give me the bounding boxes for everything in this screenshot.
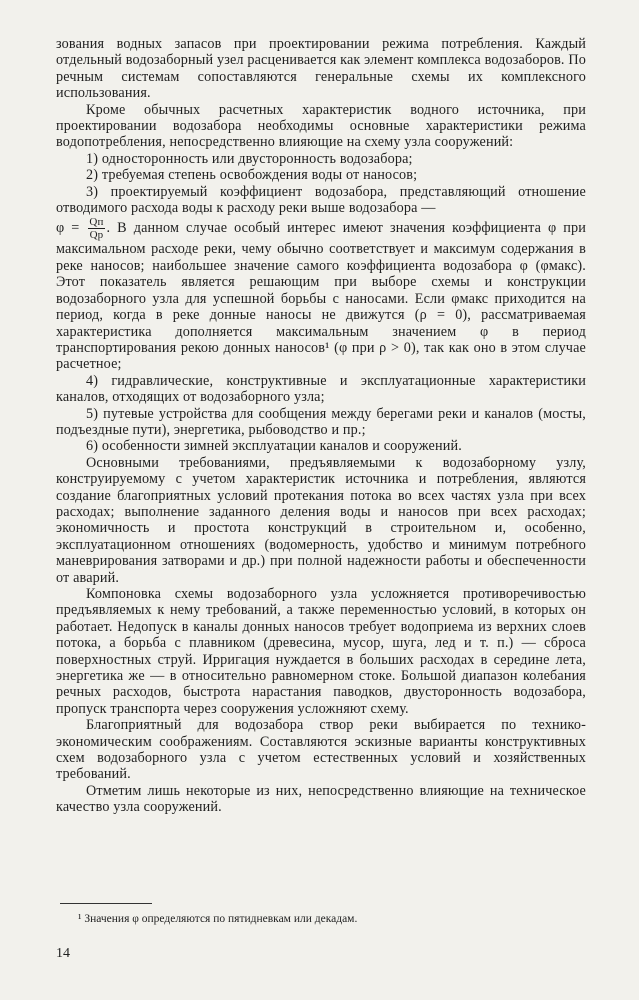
formula-numerator: Qп [89, 216, 104, 229]
footnote: ¹ Значения φ определяются по пятидневкам или декадам. [78, 913, 358, 925]
list-item-4: 4) гидравлические, конструктивные и эксплуатационные характеристики каналов, отходящих от водозаборного узла; [56, 372, 586, 406]
list-item-3: 3) проектируемый коэффициент водозабора, представляющий отношение отводимого расхода воды к расходу реки выше водозабора — [56, 183, 586, 217]
page-number: 14 [56, 946, 70, 961]
list-item-2: 2) требуемая степень освобождения воды от наносов; [86, 167, 418, 184]
list-item-6: 6) особенности зимней эксплуатации каналов и сооружений. [86, 438, 462, 455]
formula-fraction [88, 216, 104, 241]
list-item-5: 5) путевые устройства для сообщения между берегами реки и каналов (мосты, подъездные пути), энергетика, рыбоводство и пр.; [56, 405, 586, 438]
coefficient-paragraph: В данном случае особый интерес имеют значения коэффициента φ при максимальном расходе реки, чему обычно соответствует и максимум содержания в реке наносов; наибольшее значение самого коэффициента водозабора φ (φмакс). Этот показатель является решающим при выборе схемы и конструкции водозаборного узла для успешной борьбы с наносами. Если φмакс приходится на период, когда в реке донные наносы не движутся (ρ = 0), рассматриваемая характеристика дополняется максимальным значением φ в период транспортирования рекою донных наносов¹ (φ при ρ > 0), так как оно в этом случае расчетное; [56, 220, 586, 373]
list-item-1: 1) односторонность или двусторонность водозабора; [86, 150, 413, 167]
paragraph-requirements: Основными требованиями, предъявляемыми к водозаборному узлу, конструируемому с учетом характеристик источника и потребления, являются создание благоприятных условий протекания потока во всех частях узла при всех расходах; выполнение заданного деления воды и наносов при всех расходах; экономичность и простота конструкций в строительном и, особенно, эксплуатационном отношениях (водомерность, удобство и минимум потребного маневрирования затворами и др.) при полной надежности работы и обеспеченности от аварий. [56, 454, 586, 586]
formula-lhs: φ = [56, 220, 80, 237]
formula-denominator: Qр [89, 229, 104, 242]
formula-paragraph [56, 216, 586, 372]
body-text [56, 36, 586, 816]
paragraph-1: зования водных запасов при проектировании режима потребления. Каждый отдельный водозаборный узел расценивается как элемент комплекса водозаборов. По речным системам сопоставляются генеральные схемы их комплексного использования. [56, 36, 586, 102]
footnote-rule [60, 903, 152, 904]
formula [56, 216, 117, 242]
paragraph-2: Кроме обычных расчетных характеристик водного источника, при проектировании водозабора необходимы основные характеристики режима водопотребления, непосредственно влияющие на схему узла сооружений: [56, 101, 586, 151]
formula-tail: . [106, 220, 111, 237]
paragraph-closing: Отметим лишь некоторые из них, непосредственно влияющие на техническое качество узла сооружений. [56, 782, 586, 816]
paragraph-site: Благоприятный для водозабора створ реки выбирается по технико-экономическим соображениям. Составляются эскизные варианты конструктивных схем водозаборного узла с учетом естественных условий и хозяйственных требований. [56, 717, 586, 783]
paragraph-layout: Компоновка схемы водозаборного узла усложняется противоречивостью предъявляемых к нему требований, а также переменностью условий, в которых он работает. Недопуск в каналы донных наносов требует водоприема из верхних слоев потока, а борьба с плавником (древесина, мусор, шуга, лед и т. п.) — сброса поверхностных струй. Ирригация нуждается в больших расходах в середине лета, энергетика же — в относительно равномерном стоке. Большой диапазон колебания речных расходов, быстрота нарастания паводков, двусторонность водозабора, пропуск транспорта через сооружения усложняют схему. [56, 586, 586, 717]
